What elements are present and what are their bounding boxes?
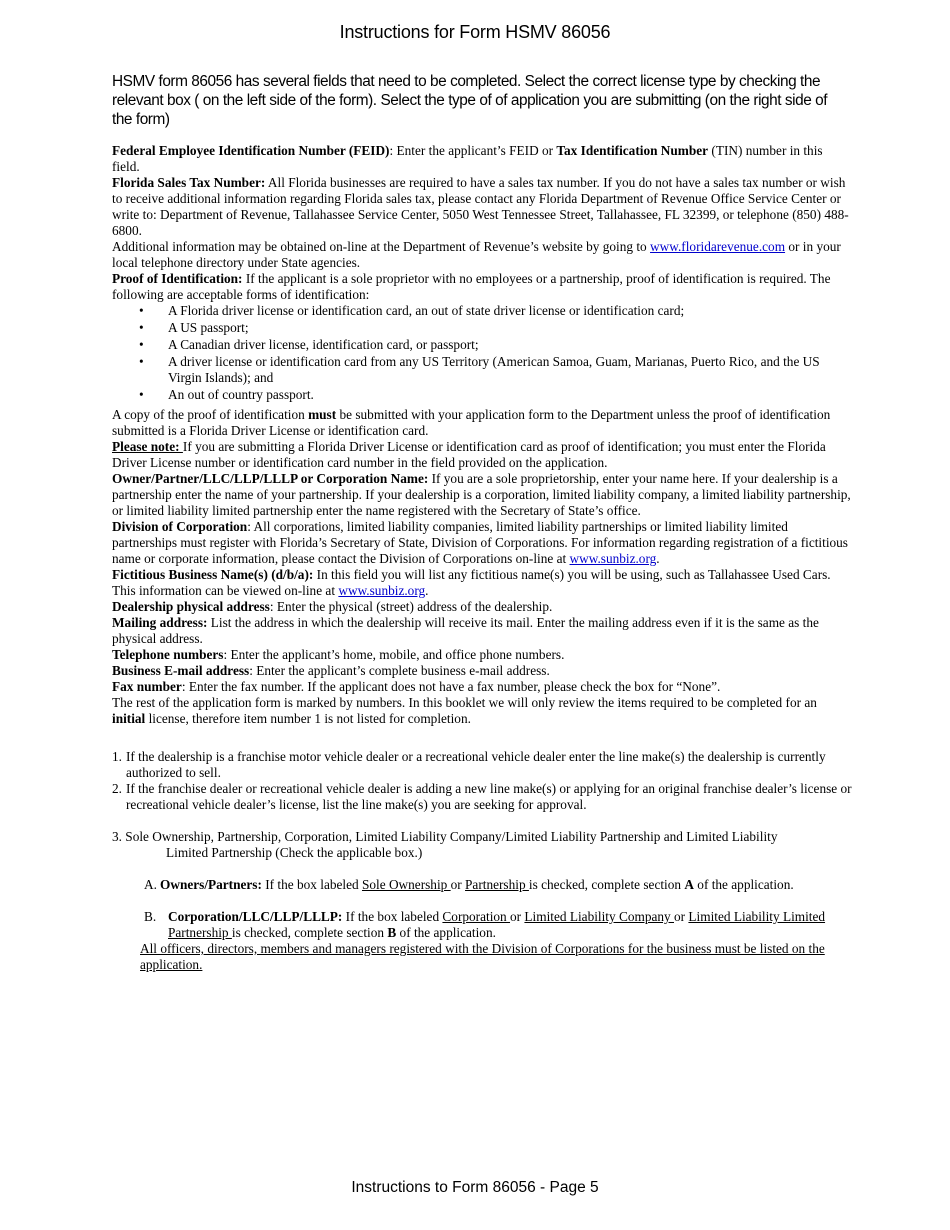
sales-tax-text-2: Additional information may be obtained on-line at the Department of Revenue’s website by going to — [112, 239, 651, 254]
telephone-paragraph — [112, 647, 852, 663]
sales-tax-info-paragraph — [112, 239, 852, 271]
telephone-label: Telephone numbers — [112, 647, 224, 662]
lllp-term: Limited Liability Limited Partnership — [168, 909, 826, 940]
numbered-item-3 — [112, 829, 852, 861]
section-letter: B — [387, 925, 397, 940]
sub-a-text: If the box labeled — [261, 877, 362, 892]
feid-text-2: (TIN) number in this field. — [112, 143, 823, 174]
rest-paragraph — [112, 695, 852, 727]
owner-paragraph — [112, 471, 852, 519]
please-note-label: Please note: — [112, 439, 183, 454]
sub-number: A. — [144, 877, 157, 892]
sales-tax-label: Florida Sales Tax Number: — [112, 175, 266, 190]
division-paragraph — [112, 519, 852, 567]
fictitious-label: Fictitious Business Name(s) (d/b/a): — [112, 567, 314, 582]
tin-label: Tax Identification Number — [556, 143, 709, 158]
mailing-address-paragraph — [112, 615, 852, 647]
email-text: : Enter the applicant’s complete business e-mail address. — [249, 663, 550, 678]
sub-b-text: of the application. — [396, 925, 496, 940]
fax-text: : Enter the fax number. If the applicant does not have a fax number, please check the box for “None”. — [181, 679, 721, 694]
sales-tax-text-3: or in your local telephone directory under State agencies. — [112, 239, 841, 270]
physical-label: Dealership physical address — [112, 599, 270, 614]
sub-a-text: is checked, complete section — [528, 877, 685, 892]
numbered-list — [112, 749, 852, 861]
item-text: If the franchise dealer or recreational vehicle dealer is adding a new line make(s) or applying for an original franchise dealer’s license or recreational vehicle dealer’s license, list the line make(s) you are seeking for approval. — [126, 781, 852, 812]
feid-text-1: : Enter the applicant’s FEID or — [389, 143, 557, 158]
mailing-text: List the address in which the dealership will receive its mail. Enter the mailing address even if it is the same as the physical address. — [112, 615, 819, 646]
item-number: 1. — [112, 749, 122, 764]
feid-paragraph — [112, 143, 852, 175]
sub-b-text: If the box labeled — [342, 909, 443, 924]
page-title: Instructions for Form HSMV 86056 — [339, 22, 611, 42]
section-b-item — [112, 909, 852, 941]
sub-number: B. — [144, 909, 157, 924]
proof-copy-2: be submitted with your application form to the Department unless the proof of identification submitted is a Florida Driver License or identification card. — [112, 407, 831, 438]
section-a-item — [112, 877, 852, 893]
floridarevenue-link[interactable]: www.floridarevenue.com — [650, 239, 786, 254]
physical-text: : Enter the physical (street) address of the dealership. — [269, 599, 553, 614]
division-end: . — [656, 551, 660, 566]
intro-paragraph: HSMV form 86056 has several fields that need to be completed. Select the correct license type by checking the relevant box ( on the left side of the form). Select the type of of application you are submitting (on the right side of the form) — [112, 73, 828, 128]
proof-copy-paragraph — [112, 407, 852, 439]
email-paragraph — [112, 663, 852, 679]
page-footer: Instructions to Form 86056 - Page 5 — [351, 1179, 599, 1196]
please-note-paragraph — [112, 439, 852, 471]
physical-address-paragraph — [112, 599, 852, 615]
please-note-text: If you are submitting a Florida Driver License or identification card as proof of identification; you must enter the Florida Driver License number or identification card number in the field provided on the application. — [112, 439, 826, 470]
proof-label: Proof of Identification: — [112, 271, 243, 286]
item3-line-1: 3. Sole Ownership, Partnership, Corporation, Limited Liability Company/Limited Liability Partnership and Limited Liability — [112, 829, 778, 844]
list-item: • A Canadian driver license, identification card, or passport; — [112, 337, 852, 353]
owner-text: If you are a sole proprietorship, enter your name here. If your dealership is a partnership enter the name of your partnership. If your dealership is a corporation, limited liability company, a limited liability partnership, or limited liability limited partnership enter the name registered with the Secretary of State’s office. — [112, 471, 851, 518]
division-text: : All corporations, limited liability companies, limited liability partnerships or limited liability limited partnerships must register with Florida’s Secretary of State, Division of Corporations. For information regarding registration of a fictitious name or corporate information, please contact the Division of Corporations on-line at — [112, 519, 848, 566]
proof-paragraph — [112, 271, 852, 303]
fictitious-end: . — [425, 583, 429, 598]
sub-b-label: Corporation/LLC/LLP/LLLP: — [168, 909, 343, 924]
fictitious-paragraph — [112, 567, 852, 599]
section-letter: A — [684, 877, 694, 892]
email-label: Business E-mail address — [112, 663, 250, 678]
mailing-label: Mailing address: — [112, 615, 208, 630]
id-forms-list — [112, 303, 852, 403]
officers-note: All officers, directors, members and managers registered with the Division of Corporations for the business must be listed on the application. — [140, 941, 825, 972]
sub-a-label: Owners/Partners: — [160, 877, 262, 892]
list-item: • A Florida driver license or identification card, an out of state driver license or identification card; — [112, 303, 852, 319]
sunbiz-link[interactable]: www.sunbiz.org — [569, 551, 657, 566]
numbered-item-2 — [112, 781, 852, 813]
list-item: • An out of country passport. — [112, 387, 852, 403]
item3-line-2: Limited Partnership (Check the applicable box.) — [166, 845, 423, 860]
rest-text-1: The rest of the application form is marked by numbers. In this booklet we will only review the items required to be completed for an — [112, 695, 817, 710]
corporation-term: Corporation — [442, 909, 511, 924]
sub-a-text: of the application. — [693, 877, 794, 892]
owner-label: Owner/Partner/LLC/LLP/LLLP or Corporation Name: — [112, 471, 429, 486]
numbered-item-1 — [112, 749, 852, 781]
instructions-body — [112, 143, 852, 973]
rest-bold: initial — [112, 711, 146, 726]
list-item: • A driver license or identification card from any US Territory (American Samoa, Guam, Marianas, Puerto Rico, and the US Virgin Islands); and — [112, 354, 852, 386]
list-item: • A US passport; — [112, 320, 852, 336]
sole-ownership-term: Sole Ownership — [361, 877, 451, 892]
sub-b-text: or — [674, 909, 689, 924]
sub-b-text: is checked, complete section — [231, 925, 388, 940]
sales-tax-text: All Florida businesses are required to have a sales tax number. If you do not have a sales tax number or wish to receive additional information regarding Florida sales tax, please contact any Florida Department of Revenue Office Service Center or write to: Department of Revenue, Tallahassee Service Center, 5050 West Tennessee Street, Tallahassee, FL 32399, or telephone (850) 488-6800. — [112, 175, 849, 238]
rest-text-2: license, therefore item number 1 is not listed for completion. — [145, 711, 471, 726]
proof-copy-bold: must — [308, 407, 337, 422]
feid-label: Federal Employee Identification Number (FEID) — [112, 143, 390, 158]
partnership-term: Partnership — [465, 877, 529, 892]
sub-b-text: or — [510, 909, 525, 924]
sales-tax-paragraph — [112, 175, 852, 239]
item-text: If the dealership is a franchise motor vehicle dealer or a recreational vehicle dealer enter the line make(s) the dealership is currently authorized to sell. — [126, 749, 826, 780]
proof-copy-1: A copy of the proof of identification — [112, 407, 309, 422]
proof-text: If the applicant is a sole proprietor with no employees or a partnership, proof of identification is required. The following are acceptable forms of identification: — [112, 271, 831, 302]
fax-paragraph — [112, 679, 852, 695]
sunbiz-link-2[interactable]: www.sunbiz.org — [338, 583, 426, 598]
fax-label: Fax number — [112, 679, 182, 694]
telephone-text: : Enter the applicant’s home, mobile, and office phone numbers. — [223, 647, 565, 662]
fictitious-text: In this field you will list any fictitious name(s) you will be using, such as Tallahassee Used Cars. This information can be viewed on-line at — [112, 567, 831, 598]
item-number: 2. — [112, 781, 122, 796]
sub-a-text: or — [450, 877, 466, 892]
llc-term: Limited Liability Company — [524, 909, 674, 924]
division-label: Division of Corporation — [112, 519, 248, 534]
